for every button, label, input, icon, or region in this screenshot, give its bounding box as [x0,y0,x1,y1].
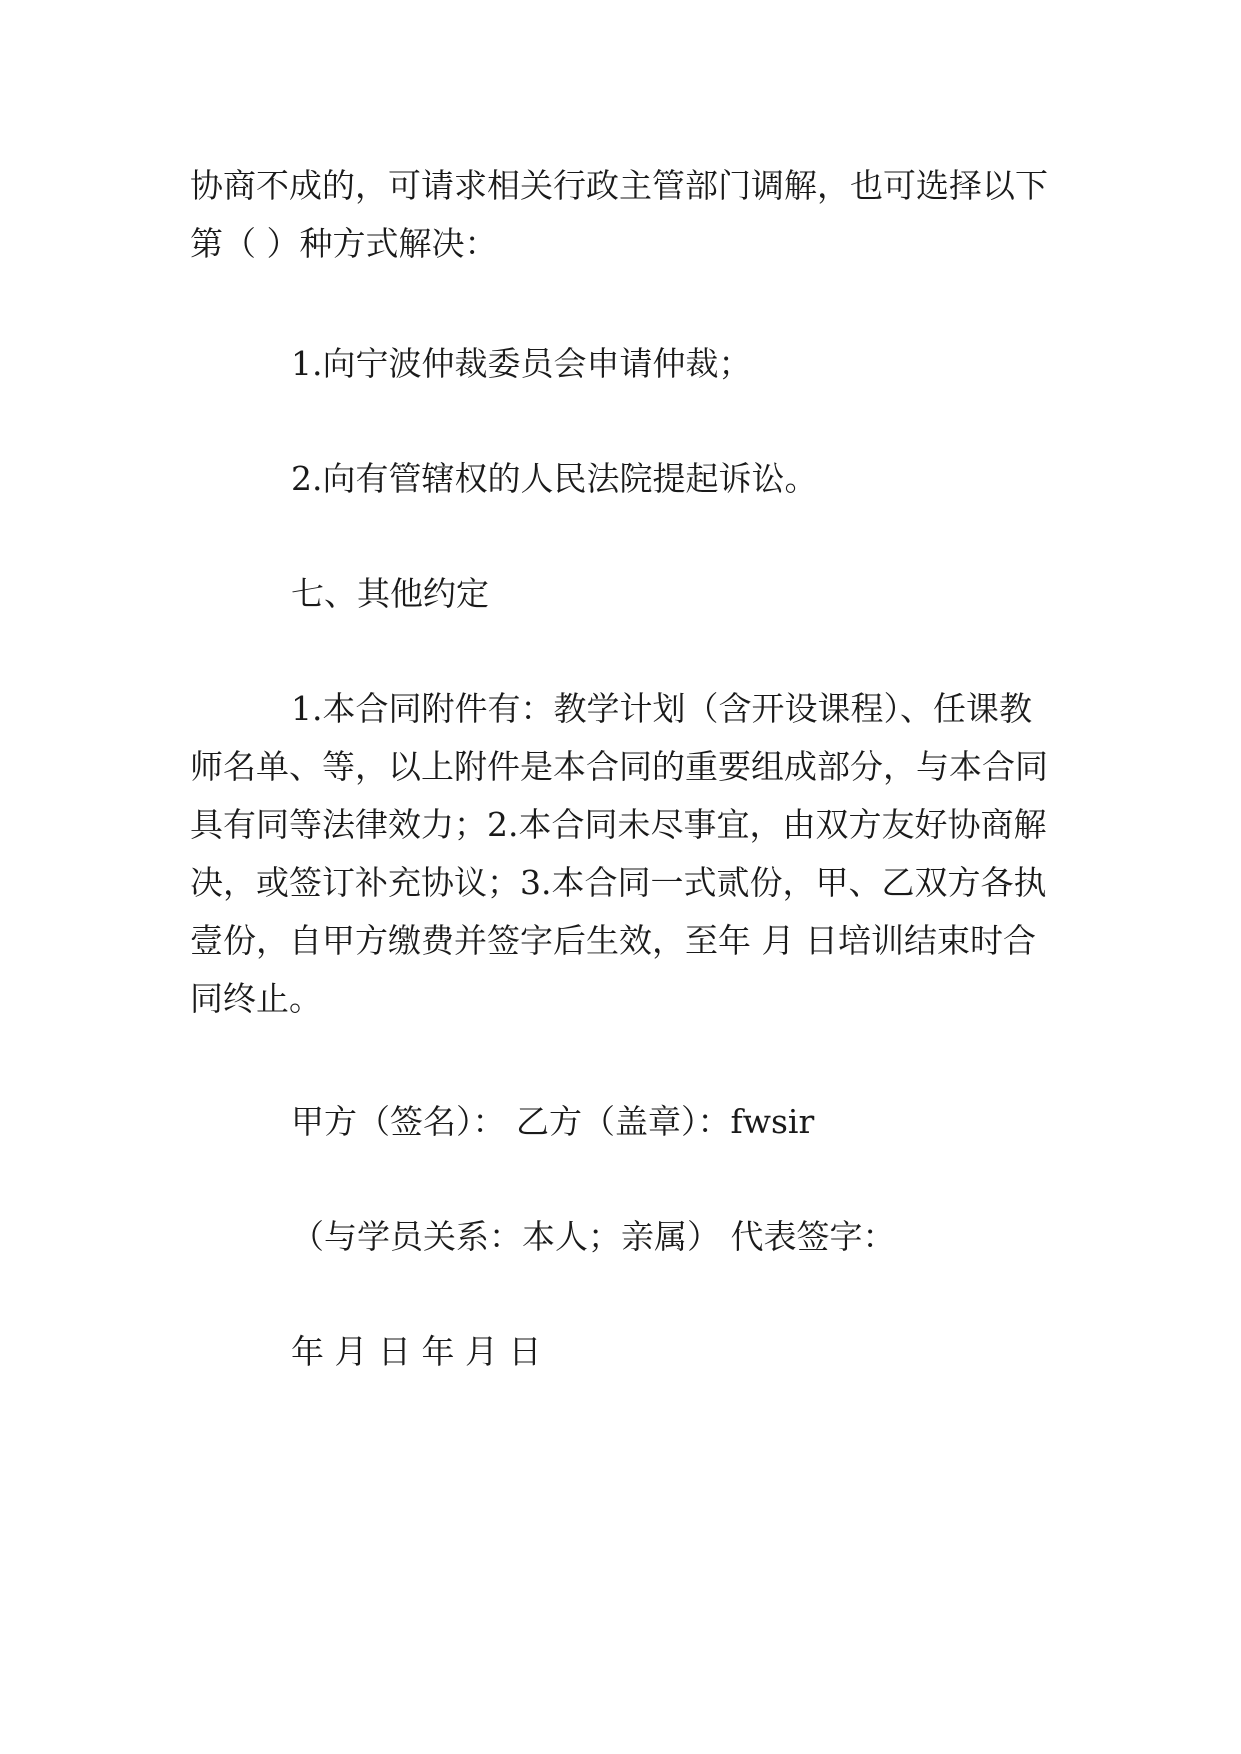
paragraph-line: 第（ ）种方式解决： [190,224,498,263]
paragraph-line: 具有同等法律效力；2.本合同未尽事宜，由双方友好协商解 [190,805,1047,844]
paragraph-line: 师名单、等，以上附件是本合同的重要组成部分，与本合同 [190,747,1048,786]
signature-line: 甲方（签名）： 乙方（盖章）：fwsir [291,1102,815,1141]
other-terms-paragraph [190,680,1060,1028]
paragraph-line: 1.本合同附件有：教学计划（含开设课程）、任课教 [291,689,1032,728]
paragraph-line: 决，或签订补充协议；3.本合同一式贰份，甲、乙双方各执 [190,863,1047,902]
paragraph-line: 协商不成的，可请求相关行政主管部门调解，也可选择以下 [190,166,1048,205]
paragraph-line: 壹份，自甲方缴费并签字后生效，至年 月 日培训结束时合 [190,921,1036,960]
paragraph-line: 同终止。 [190,979,322,1018]
relation-line: （与学员关系：本人；亲属） 代表签字： [291,1217,896,1256]
dispute-resolution-paragraph [190,157,1060,273]
option-litigation: 2.向有管辖权的人民法院提起诉讼。 [291,459,818,498]
section-heading: 七、其他约定 [291,574,489,613]
date-line: 年 月 日 年 月 日 [291,1332,542,1371]
option-arbitration: 1.向宁波仲裁委员会申请仲裁； [291,344,752,383]
